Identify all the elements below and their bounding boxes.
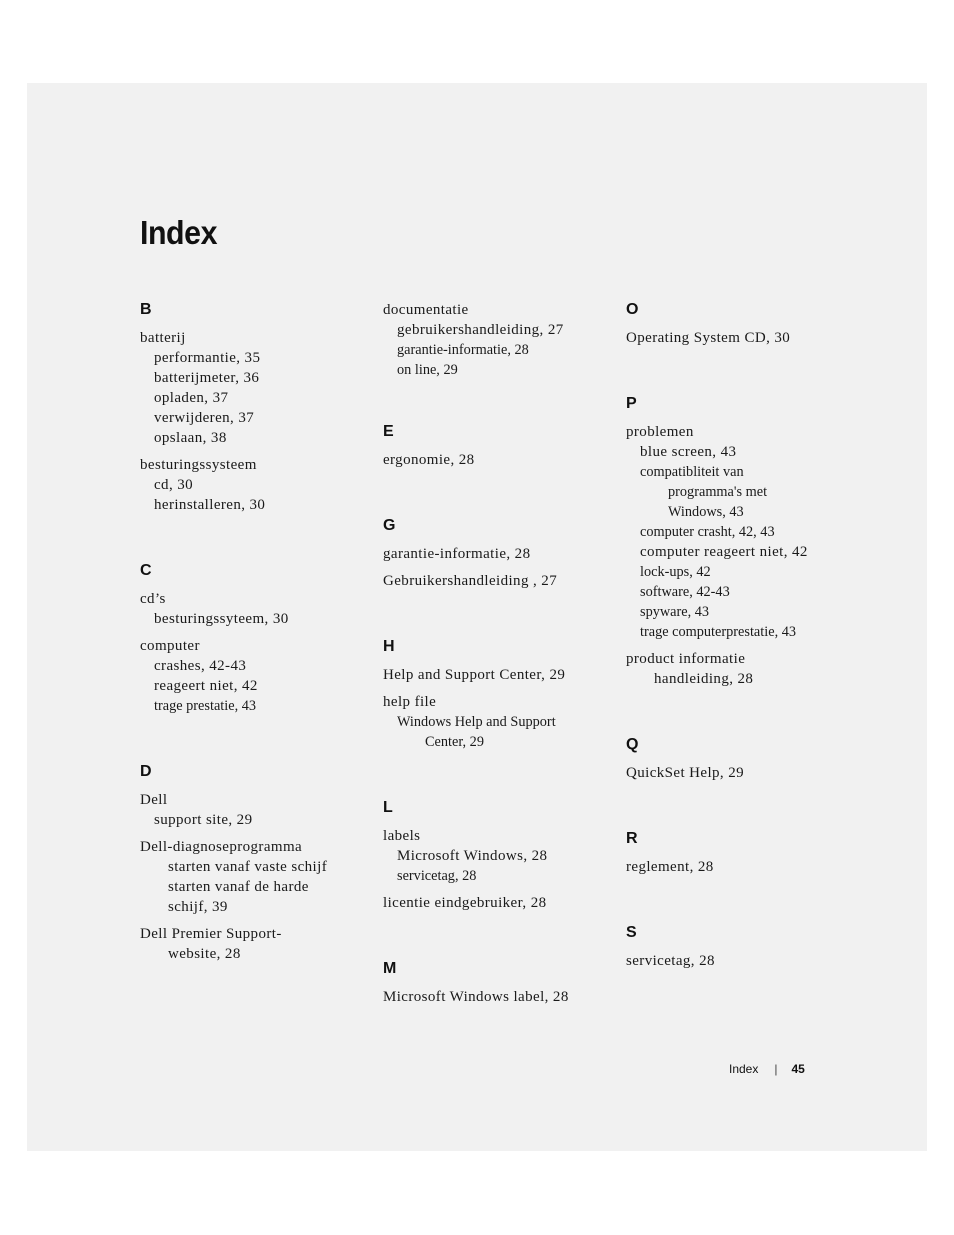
section-letter: H [383,638,395,655]
index-section-l [383,798,608,913]
index-section-e [383,422,608,470]
entry-continuation: programma's met [668,484,768,500]
section-letter: P [626,395,637,412]
entry-term: licentie eindgebruiker, 28 [383,895,547,911]
entry-subterm: opslaan, 38 [154,430,227,446]
entry-subterm: reageert niet, 42 [154,678,258,694]
footer-label: Index [729,1062,759,1076]
index-entry [140,636,365,716]
index-entry [140,837,365,917]
section-letter: C [140,562,152,579]
section-letter: O [626,301,639,318]
index-section-c [140,561,365,716]
entry-term: garantie-informatie, 28 [383,546,531,562]
entry-subterm: computer reageert niet, 42 [640,544,808,560]
entry-subterm: on line, 29 [397,362,458,378]
entry-term: help file [383,694,437,710]
entry-term: problemen [626,424,694,440]
entry-subterm: support site, 29 [154,812,253,828]
entry-continuation: Windows, 43 [668,504,744,520]
index-entry [626,422,851,642]
index-entry [383,692,608,752]
entry-subterm: gebruikershandleiding, 27 [397,322,564,338]
index-entry [626,763,851,783]
index-entry [626,649,851,689]
entry-subterm: servicetag, 28 [397,868,477,884]
index-entry [383,300,608,380]
section-letter: E [383,423,394,440]
index-entry [626,328,851,348]
entry-subterm: crashes, 42-43 [154,658,247,674]
entry-term: product informatie [626,651,746,667]
entry-subterm: Microsoft Windows, 28 [397,848,548,864]
entry-term: Dell-diagnoseprogramma [140,839,303,855]
entry-subterm: performantie, 35 [154,350,261,366]
entry-subterm: Windows Help and Support [397,714,556,730]
entry-term: Help and Support Center, 29 [383,667,566,683]
entry-term: Dell [140,792,168,808]
entry-subterm: schijf, 39 [168,899,228,915]
entry-term: QuickSet Help, 29 [626,765,745,781]
entry-subterm: trage prestatie, 43 [154,698,257,714]
page-title: Index [140,214,218,251]
index-entry [626,857,851,877]
index-entry [383,987,608,1007]
entry-subterm: cd, 30 [154,477,194,493]
index-section-q [626,735,851,783]
entry-term: computer [140,638,200,654]
entry-term: labels [383,828,421,844]
entry-term: reglement, 28 [626,859,714,875]
entry-subterm: trage computerprestatie, 43 [640,624,797,640]
index-section-b [140,300,365,515]
entry-subterm: blue screen, 43 [640,444,737,460]
entry-term: besturingssysteem [140,457,257,473]
section-letter: Q [626,736,639,753]
section-letter: R [626,830,638,847]
entry-term: batterij [140,330,186,346]
entry-term: cd’s [140,591,166,607]
index-entry [626,951,851,971]
index-column-2 [383,300,608,1053]
index-section-g [383,516,608,591]
entry-subterm: computer crasht, 42, 43 [640,524,775,540]
index-entry [383,571,608,591]
entry-subterm: opladen, 37 [154,390,229,406]
page-number: 45 [791,1062,805,1076]
index-entry [383,544,608,564]
entry-subterm: compatibliteit van [640,464,744,480]
entry-subterm: starten vanaf de harde [168,879,309,895]
index-column-1 [140,300,365,1010]
section-letter: L [383,799,393,816]
entry-term: Microsoft Windows label, 28 [383,989,569,1005]
index-entry [383,893,608,913]
entry-subterm: software, 42-43 [640,584,730,600]
entry-subterm: verwijderen, 37 [154,410,255,426]
index-entry [140,455,365,515]
entry-subterm: garantie-informatie, 28 [397,342,529,358]
entry-subterm: herinstalleren, 30 [154,497,266,513]
index-section-r [626,829,851,877]
entry-continuation: handleiding, 28 [654,671,754,687]
index-entry [140,790,365,830]
page-footer [729,1062,805,1076]
index-section-m [383,959,608,1007]
index-section-documentatie [383,300,608,380]
entry-subterm: lock-ups, 42 [640,564,711,580]
entry-term: documentatie [383,302,469,318]
index-section-d [140,762,365,964]
index-section-h [383,637,608,752]
index-column-3 [626,300,851,1017]
entry-subterm: batterijmeter, 36 [154,370,260,386]
entry-term: Gebruikershandleiding , 27 [383,573,558,589]
index-entry [140,589,365,629]
index-section-o [626,300,851,348]
section-letter: S [626,924,637,941]
section-letter: M [383,960,397,977]
index-entry [140,924,365,964]
index-entry [140,328,365,448]
section-letter: D [140,763,152,780]
index-entry [383,665,608,685]
entry-subterm: besturingssyteem, 30 [154,611,289,627]
entry-term: Operating System CD, 30 [626,330,791,346]
entry-continuation: Center, 29 [425,734,484,750]
footer-separator: | [774,1062,778,1076]
entry-term: Dell Premier Support- [140,926,282,942]
index-entry [383,826,608,886]
entry-term: ergonomie, 28 [383,452,475,468]
entry-term: servicetag, 28 [626,953,715,969]
entry-continuation: website, 28 [168,946,241,962]
entry-subterm: spyware, 43 [640,604,710,620]
index-entry [383,450,608,470]
index-section-s [626,923,851,971]
section-letter: G [383,517,396,534]
section-letter: B [140,301,152,318]
entry-subterm: starten vanaf vaste schijf [168,859,328,875]
index-section-p [626,394,851,689]
